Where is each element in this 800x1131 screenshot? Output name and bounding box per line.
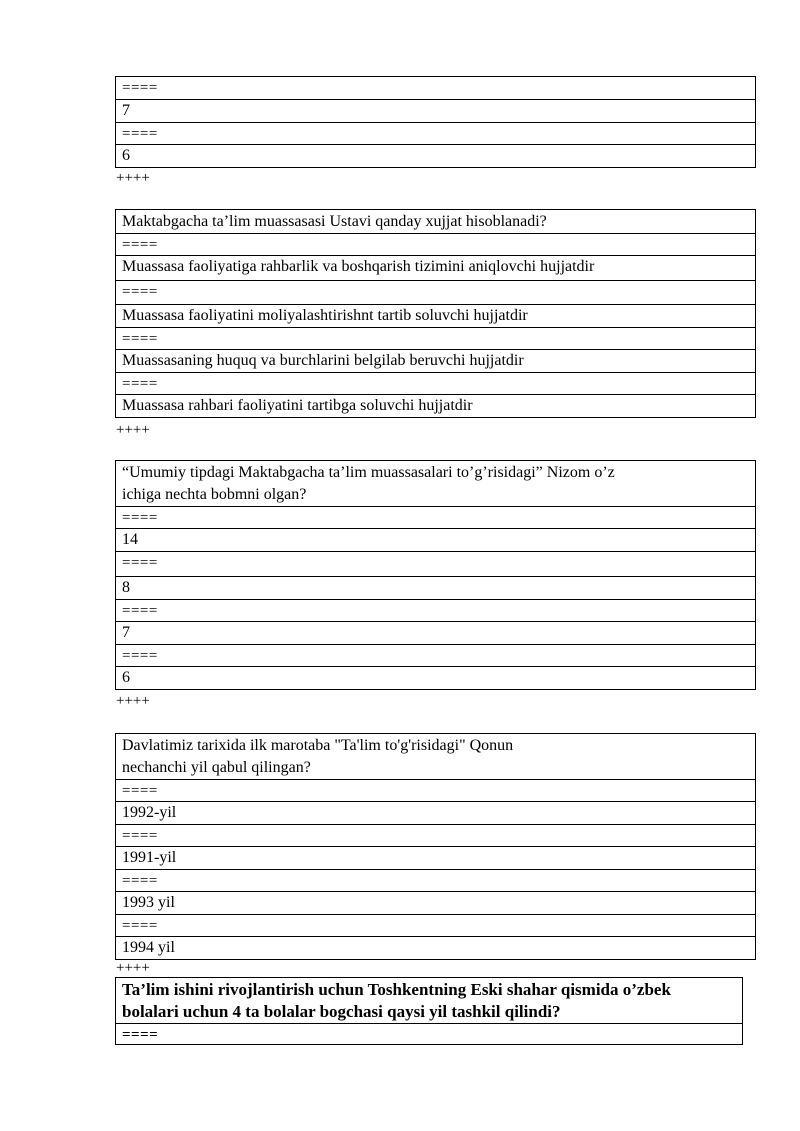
separator: ====	[116, 1023, 742, 1044]
answer-option: 1993 yil	[116, 891, 755, 914]
answer-option: 6	[116, 144, 755, 167]
answer-option: 1992-yil	[116, 801, 755, 824]
question-table-3	[115, 460, 756, 690]
separator: ====	[116, 914, 755, 936]
separator: ====	[116, 233, 755, 255]
answer-option: 14	[116, 528, 755, 551]
separator: ====	[116, 869, 755, 891]
question-table-4	[115, 733, 756, 960]
separator: ====	[116, 327, 755, 349]
question-delimiter: ++++	[116, 422, 150, 438]
question-line-2: ichiga nechta bobmni olgan?	[122, 486, 307, 503]
question-line-1: “Umumiy tipdagi Maktabgacha ta’lim muassasalari to’g’risidagi” Nizom o’z	[122, 464, 615, 481]
answer-option: Muassasa rahbari faoliyatini tartibga soluvchi hujjatdir	[116, 394, 755, 417]
answer-option: Muassasa faoliyatini moliyalashtirishnt tartib soluvchi hujjatdir	[116, 304, 755, 327]
question-line-2: bolalari uchun 4 ta bolalar bogchasi qaysi yil tashkil qilindi?	[122, 1002, 561, 1021]
separator: ====	[116, 551, 755, 576]
answer-option: 8	[116, 576, 755, 599]
question-delimiter: ++++	[116, 170, 150, 186]
separator: ====	[122, 80, 158, 96]
answer-table-1	[115, 76, 756, 168]
answer-option: 7	[116, 621, 755, 644]
answer-option: 1991-yil	[116, 846, 755, 869]
separator: ====	[116, 644, 755, 666]
question-text: Maktabgacha ta’lim muassasasi Ustavi qanday xujjat hisoblanadi?	[122, 213, 547, 230]
question-text	[116, 734, 755, 779]
question-table-2	[115, 209, 756, 418]
separator: ====	[116, 779, 755, 801]
question-delimiter: ++++	[116, 693, 150, 709]
separator: ====	[116, 824, 755, 846]
separator: ====	[116, 280, 755, 304]
separator: ====	[116, 122, 755, 144]
question-text	[116, 978, 742, 1023]
separator: ====	[116, 599, 755, 621]
question-delimiter: ++++	[116, 960, 150, 976]
separator: ====	[116, 506, 755, 528]
question-line-1: Ta’lim ishini rivojlantirish uchun Toshkentning Eski shahar qismida o’zbek	[122, 980, 671, 999]
answer-option: Muassasa faoliyatiga rahbarlik va boshqarish tizimini aniqlovchi hujjatdir	[116, 255, 755, 280]
answer-option: 7	[116, 99, 755, 122]
question-line-2: nechanchi yil qabul qilingan?	[122, 759, 311, 776]
question-line-1: Davlatimiz tarixida ilk marotaba "Ta'lim to'g'risidagi" Qonun	[122, 737, 514, 754]
separator: ====	[116, 372, 755, 394]
answer-option: 1994 yil	[116, 936, 755, 959]
question-text	[116, 461, 755, 506]
question-table-5	[115, 977, 743, 1045]
answer-option: 6	[116, 666, 755, 689]
answer-option: Muassasaning huquq va burchlarini belgilab beruvchi hujjatdir	[116, 349, 755, 372]
